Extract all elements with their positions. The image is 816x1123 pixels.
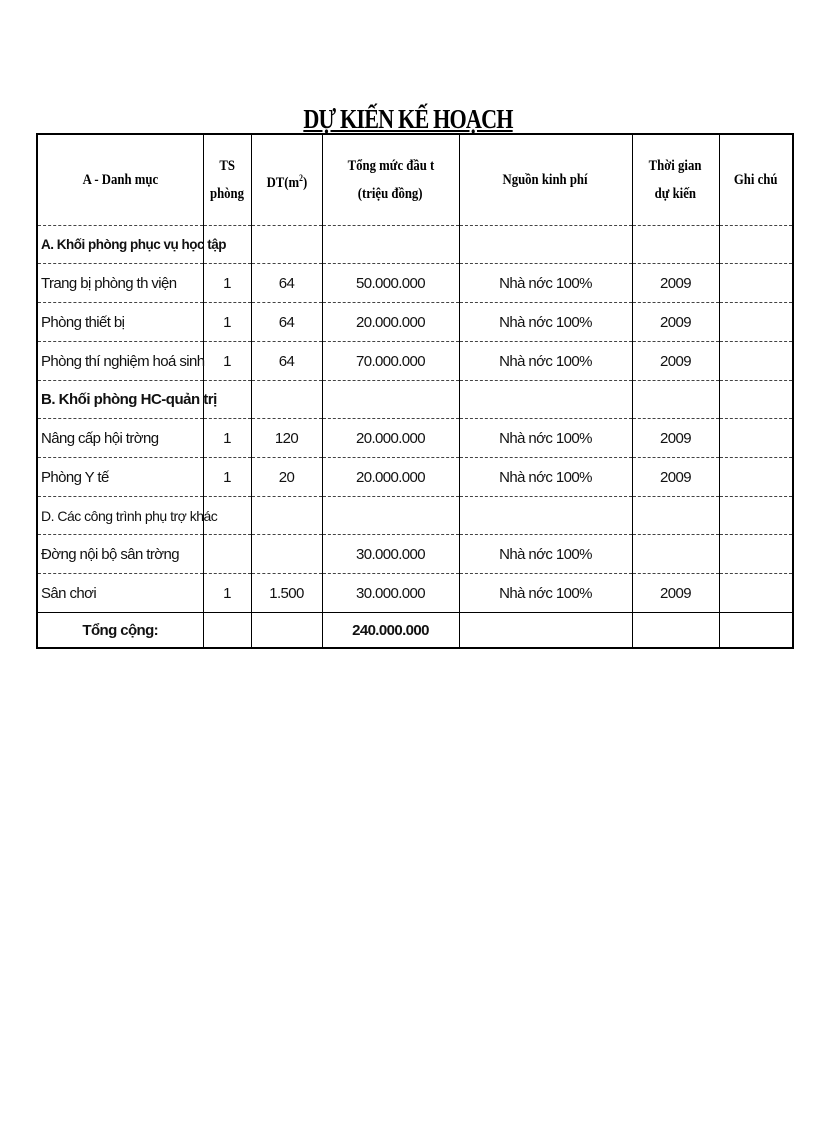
item-source: Nhà nớc 100% (459, 574, 632, 613)
table-row (37, 574, 793, 613)
total-row (37, 613, 793, 649)
item-year: 2009 (632, 303, 719, 342)
item-source: Nhà nớc 100% (459, 264, 632, 303)
item-amount: 70.000.000 (322, 342, 459, 381)
section-row (37, 381, 793, 419)
section-row (37, 226, 793, 264)
item-ts: 1 (203, 574, 251, 613)
header-dt: $DT(m^2)$ (251, 134, 322, 226)
total-amount: 240.000.000 (322, 613, 459, 649)
section-row (37, 497, 793, 535)
section-label: D. Các công trình phụ trợ khác (37, 497, 203, 535)
item-note (719, 574, 793, 613)
header-nguon: Nguồn kinh phí (459, 134, 632, 226)
item-dt: 20 (251, 458, 322, 497)
table-row (37, 303, 793, 342)
item-dt (251, 535, 322, 574)
item-source: Nhà nớc 100% (459, 458, 632, 497)
item-year: 2009 (632, 342, 719, 381)
item-ts: 1 (203, 458, 251, 497)
item-ts (203, 535, 251, 574)
item-name: Phòng thí nghiệm hoá sinh (37, 342, 203, 381)
header-row (37, 134, 793, 226)
item-dt: 64 (251, 303, 322, 342)
item-year: 2009 (632, 574, 719, 613)
item-name: Sân chơi (37, 574, 203, 613)
item-amount: 30.000.000 (322, 535, 459, 574)
item-source: Nhà nớc 100% (459, 535, 632, 574)
item-dt: 64 (251, 264, 322, 303)
section-label: B. Khối phòng HC-quản trị (37, 381, 203, 419)
item-amount: 20.000.000 (322, 303, 459, 342)
item-note (719, 458, 793, 497)
item-amount: 30.000.000 (322, 574, 459, 613)
table-row (37, 342, 793, 381)
item-name: Nâng cấp hội trờng (37, 419, 203, 458)
header-ts-phong: TS phòng (203, 134, 251, 226)
item-amount: 20.000.000 (322, 458, 459, 497)
item-note (719, 342, 793, 381)
item-dt: 120 (251, 419, 322, 458)
item-note (719, 303, 793, 342)
total-label: Tổng cộng: (37, 613, 203, 649)
item-amount: 20.000.000 (322, 419, 459, 458)
item-source: Nhà nớc 100% (459, 342, 632, 381)
table-row (37, 535, 793, 574)
header-danh-muc: A - Danh mục (37, 134, 203, 226)
item-name: Phòng Y tế (37, 458, 203, 497)
item-dt: 1.500 (251, 574, 322, 613)
section-label: A. Khối phòng phục vụ học tập (37, 226, 203, 264)
item-source: Nhà nớc 100% (459, 303, 632, 342)
item-dt: 64 (251, 342, 322, 381)
item-amount: 50.000.000 (322, 264, 459, 303)
header-ghi-chu: Ghi chú (719, 134, 793, 226)
table-row (37, 419, 793, 458)
item-ts: 1 (203, 264, 251, 303)
table-row (37, 264, 793, 303)
document-title: DỰ KIẾN KẾ HOẠCH (303, 104, 513, 134)
item-year: 2009 (632, 264, 719, 303)
item-note (719, 264, 793, 303)
item-name: Trang bị phòng th viện (37, 264, 203, 303)
item-note (719, 419, 793, 458)
plan-table (36, 133, 794, 649)
item-ts: 1 (203, 303, 251, 342)
item-year: 2009 (632, 458, 719, 497)
item-name: Đờng nội bộ sân trờng (37, 535, 203, 574)
item-note (719, 535, 793, 574)
item-name: Phòng thiết bị (37, 303, 203, 342)
header-thoi-gian: Thời gian dự kiến (632, 134, 719, 226)
item-source: Nhà nớc 100% (459, 419, 632, 458)
item-year: 2009 (632, 419, 719, 458)
item-year (632, 535, 719, 574)
header-tong-muc: Tổng mức đầu t (triệu đồng) (322, 134, 459, 226)
item-ts: 1 (203, 419, 251, 458)
table-row (37, 458, 793, 497)
item-ts: 1 (203, 342, 251, 381)
